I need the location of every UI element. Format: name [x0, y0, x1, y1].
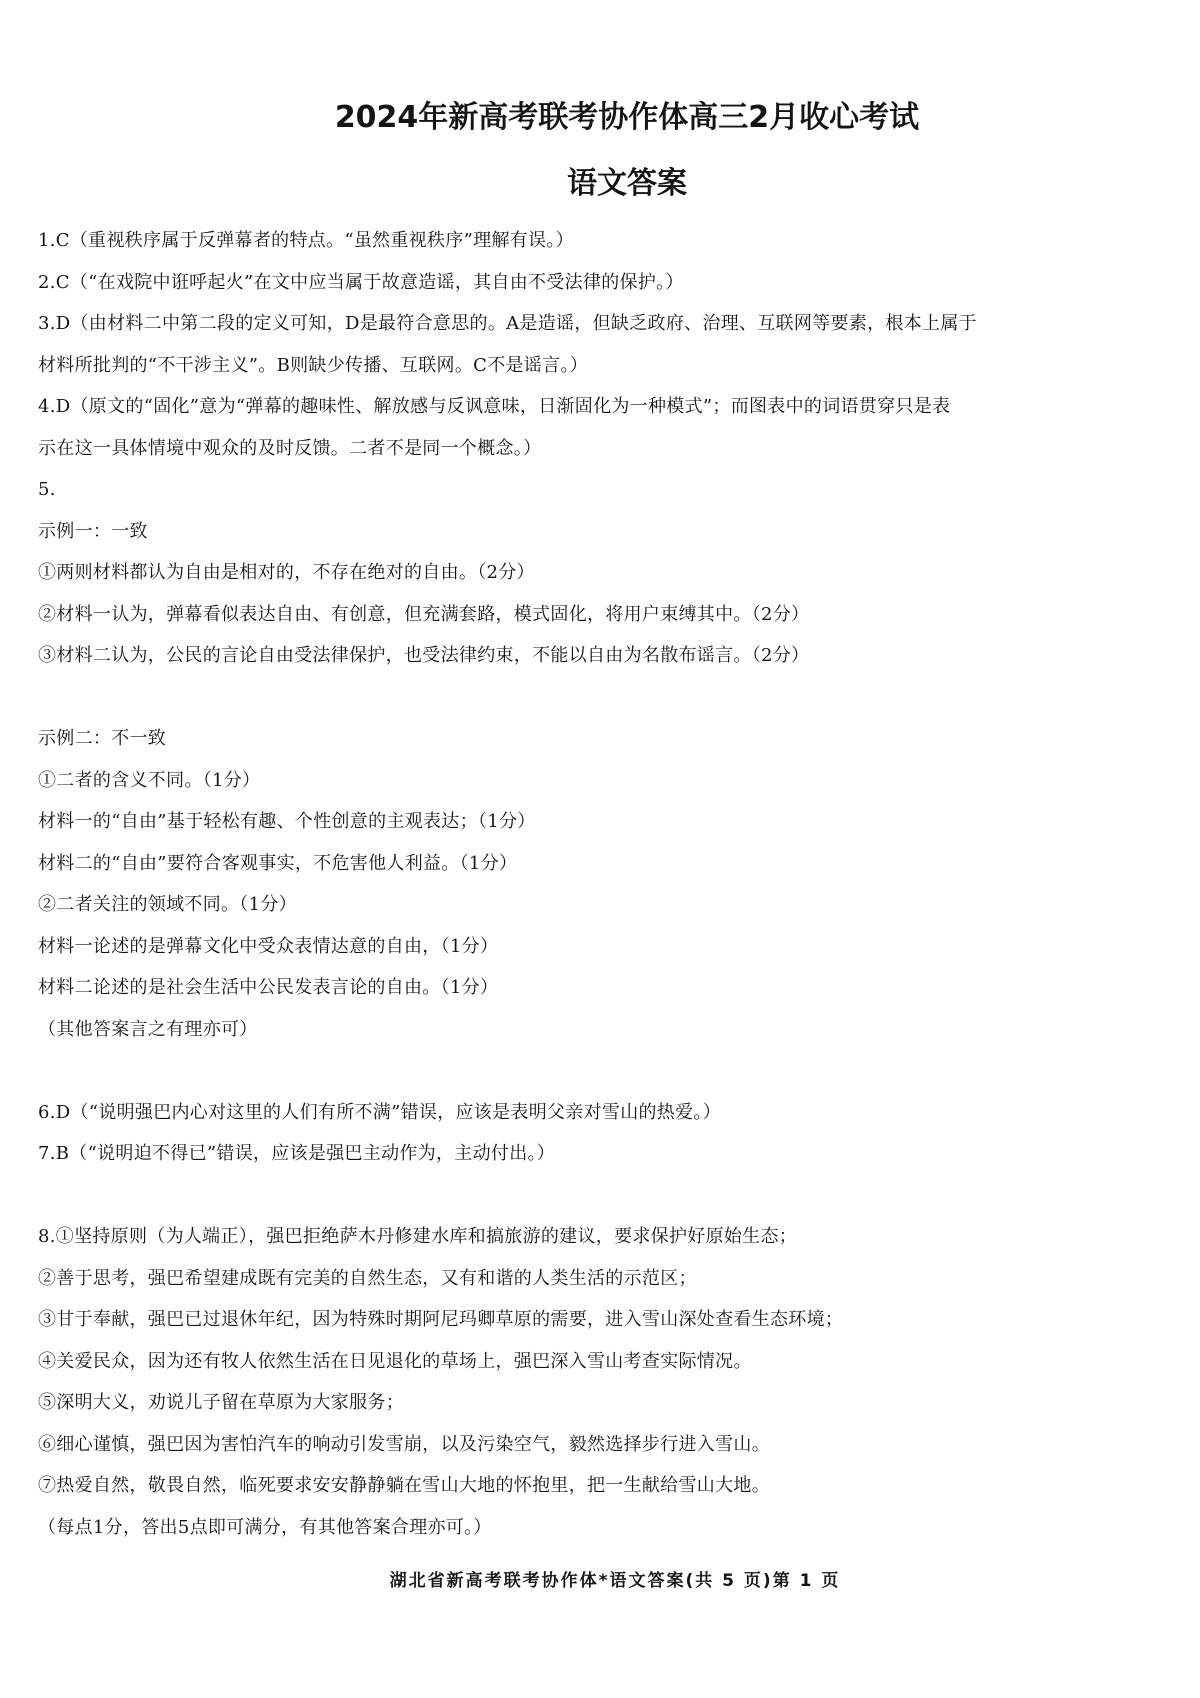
answer-line: ⑦热爱自然，敬畏自然，临死要求安安静静躺在雪山大地的怀抱里，把一生献给雪山大地。 — [38, 1475, 770, 1496]
answer-page — [38, 96, 1168, 1548]
answer-line: （其他答案言之有理亦可） — [38, 1018, 258, 1040]
answer-line: 材料二论述的是社会生活中公民发表言论的自由。（1分） — [38, 977, 499, 998]
answer-line: ②材料一认为，弹幕看似表达自由、有创意，但充满套路，模式固化，将用户束缚其中。（2分） — [38, 603, 810, 625]
answer-line: ②二者关注的领域不同。（1分） — [38, 894, 297, 915]
answer-line: ③甘于奉献，强巴已过退休年纪，因为特殊时期阿尼玛卿草原的需要，进入雪山深处查看生态环境； — [38, 1309, 844, 1330]
answer-line: （每点1分，答出5点即可满分，有其他答案合理亦可。） — [38, 1516, 492, 1538]
answer-line: ①二者的含义不同。（1分） — [38, 769, 261, 791]
page-title: 2024年新高考联考协作体高三2月收心考试 — [334, 100, 920, 135]
answer-line: ③材料二认为，公民的言论自由受法律保护，也受法律约束，不能以自由为名散布谣言。（2分） — [38, 645, 810, 666]
blank-line — [38, 677, 1168, 719]
answer-line: 1.C（重视秩序属于反弹幕者的特点。“虽然重视秩序”理解有误。） — [38, 230, 574, 251]
answer-line: ②善于思考，强巴希望建成既有完美的自然生态，又有和谐的人类生活的示范区； — [38, 1267, 697, 1289]
answer-line: 示在这一具体情境中观众的及时反馈。二者不是同一个概念。） — [38, 437, 542, 459]
answer-line: ①两则材料都认为自由是相对的，不存在绝对的自由。（2分） — [38, 562, 535, 583]
answer-line: ⑤深明大义，劝说儿子留在草原为大家服务； — [38, 1392, 404, 1413]
answer-line: ⑥细心谨慎，强巴因为害怕汽车的响动引发雪崩，以及污染空气，毅然选择步行进入雪山。 — [38, 1433, 770, 1455]
answer-line: 示例二：不一致 — [38, 728, 167, 749]
page-subtitle: 语文答案 — [567, 166, 687, 201]
answer-line: 3.D（由材料二中第二段的定义可知，D是最符合意思的。A是造谣，但缺乏政府、治理、互联网等要素，根本上属于 — [38, 313, 977, 334]
answer-line: 材料一论述的是弹幕文化中受众表情达意的自由，（1分） — [38, 935, 499, 957]
answer-line: 材料二的“自由”要符合客观事实，不危害他人利益。（1分） — [38, 852, 518, 874]
answer-line: 8.①坚持原则（为人端正），强巴拒绝萨木丹修建水库和搞旅游的建议，要求保护好原始生态； — [38, 1226, 798, 1247]
blank-line — [38, 1175, 1168, 1217]
answer-line: 材料所批判的“不干涉主义”。B则缺少传播、互联网。C不是谣言。） — [38, 354, 589, 376]
answer-line: ④关爱民众，因为还有牧人依然生活在日见退化的草场上，强巴深入雪山考查实际情况。 — [38, 1350, 752, 1372]
answer-line: 4.D（原文的“固化”意为“弹幕的趣味性、解放感与反讽意味，日渐固化为一种模式”；而图表中的词语贯穿只是表 — [38, 396, 951, 417]
blank-line — [38, 1050, 1168, 1092]
answer-line: 5. — [38, 479, 56, 500]
answer-line: 7.B（“说明迫不得已”错误，应该是强巴主动作为，主动付出。） — [38, 1143, 556, 1164]
answer-line: 材料一的“自由”基于轻松有趣、个性创意的主观表达；（1分） — [38, 811, 536, 832]
page-footer: 湖北省新高考联考协作体*语文答案(共 5 页)第 1 页 — [389, 1571, 841, 1591]
answer-line: 示例一：一致 — [38, 520, 148, 542]
answer-line: 2.C（“在戏院中诳呼起火”在文中应当属于故意造谣，其自由不受法律的保护。） — [38, 271, 684, 293]
answer-line: 6.D（“说明强巴内心对这里的人们有所不满”错误，应该是表明父亲对雪山的热爱。） — [38, 1101, 722, 1123]
